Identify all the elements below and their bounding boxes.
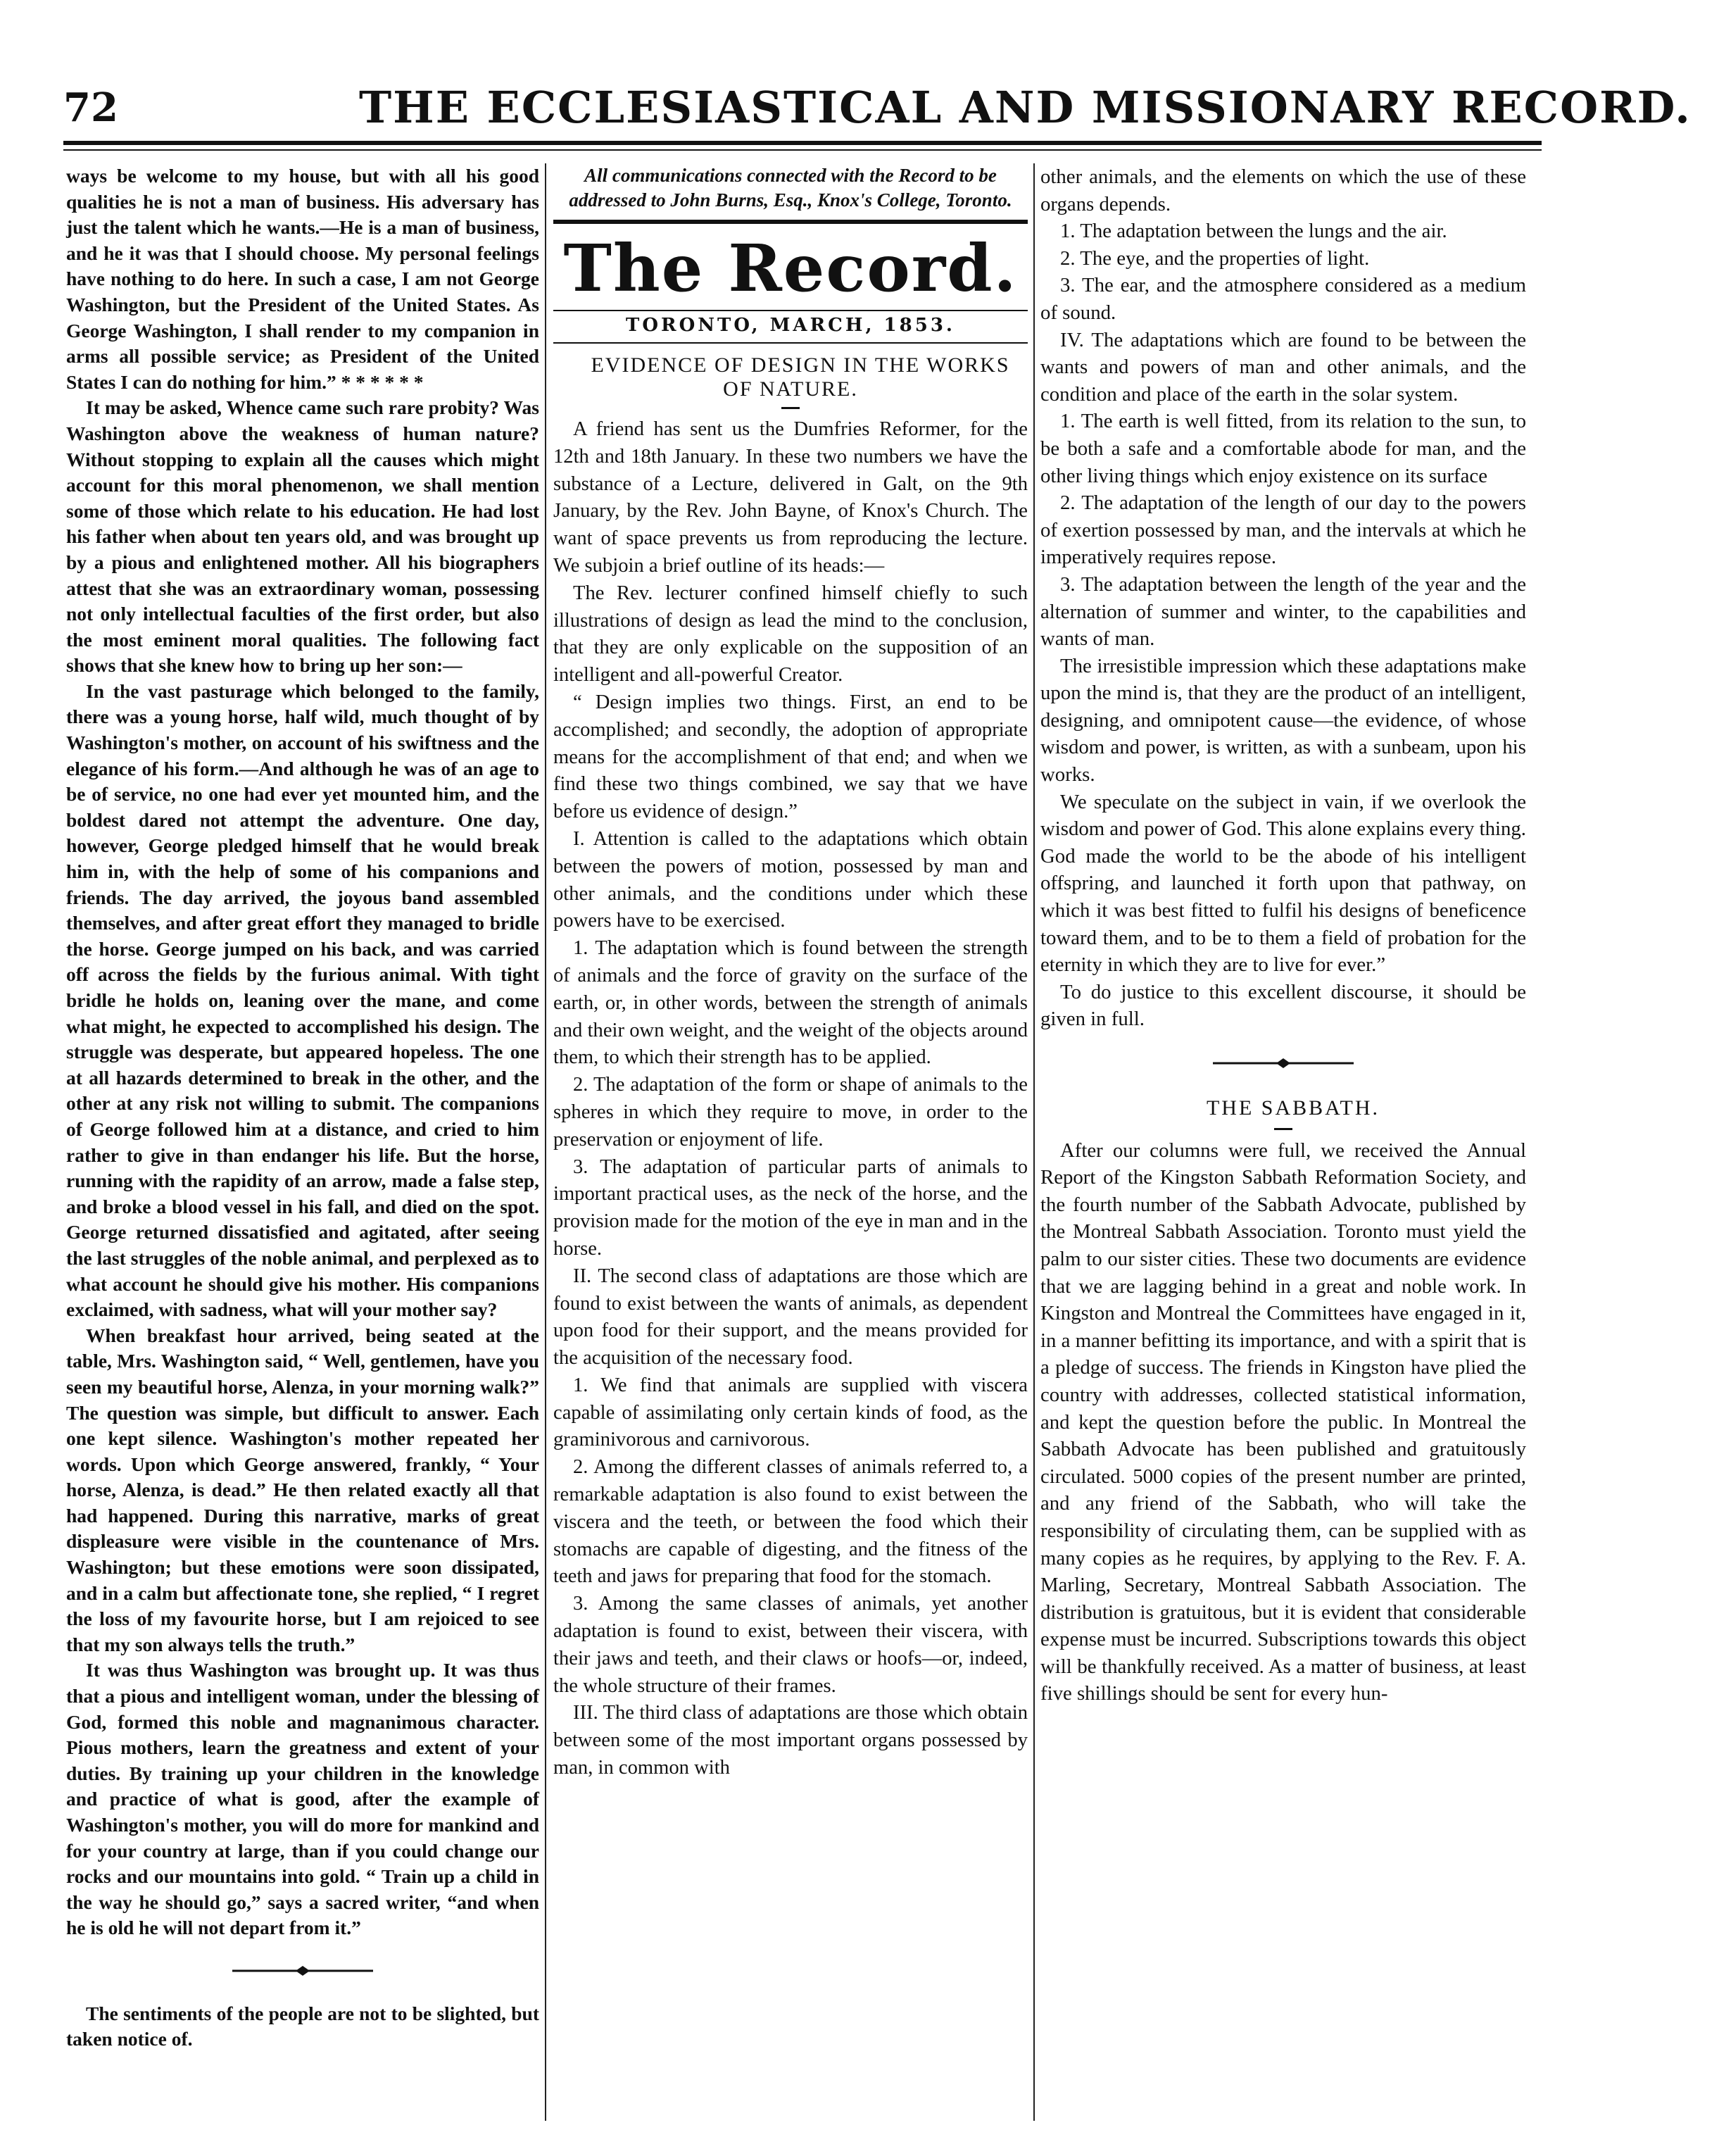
- dateline: TORONTO, MARCH, 1853.: [553, 310, 1028, 339]
- section-heading: THE SABBATH.: [1206, 1096, 1380, 1120]
- ornament-rule: [1040, 1048, 1526, 1076]
- column-2: [553, 163, 1028, 1782]
- ornament-rule: [66, 1957, 539, 1983]
- record-title: The Record.: [563, 230, 1018, 306]
- paragraph: “ Design implies two things. First, an end to be accomplished; and secondly, the adoption of appropriate means for the accomplishment of that end; and when we find these two things combined, we say that we have before us evidence of design.”: [553, 691, 1028, 823]
- paragraph: 2. Among the different classes of animals referred to, a remarkable adaptation is also found to exist between the viscera and the teeth, or between the food which their stomachs are capable of digesting, and the fitness of the teeth and jaws for preparing that food for the stomach.: [553, 1456, 1028, 1588]
- header-rule-thin: [63, 149, 1542, 151]
- paragraph: other animals, and the elements on which the use of these organs depends.: [1040, 165, 1526, 215]
- paragraph: The sentiments of the people are not to be slighted, but taken notice of.: [66, 2002, 539, 2050]
- short-rule: [781, 407, 800, 409]
- paragraph: 1. The adaptation which is found between the strength of animals and the force of gravity on the surface of the earth, or, in other words, between the strength of animals and their own weight, and the weight of the objects around them, to which their strength has to be applied.: [553, 937, 1028, 1069]
- paragraph: It was thus Washington was brought up. It was thus that a pious and intelligent woman, under the blessing of God, formed this noble and magnanimous character. Pious mothers, learn the greatness and extent of your duties. By training up your children in the knowledge and practice of what is good, after the example of Washington's mother, you will do more for mankind and for your country at large, than if you could change our rocks and our mountains into gold. “ Train up a child in the way he should go,” says a sacred writer, “and when he is old he will not depart from it.”: [66, 1659, 539, 1939]
- column-divider: [1033, 163, 1035, 2121]
- header-rule: [63, 141, 1542, 145]
- paragraph: 3. The adaptation of particular parts of animals to important practical uses, as the neck of the horse, and the provision made for the motion of the eye in man and in the horse.: [553, 1155, 1028, 1260]
- paragraph: 3. The adaptation between the length of the year and the alternation of summer and winter, to the capabilities and wants of man.: [1040, 572, 1526, 651]
- column-1: [66, 163, 539, 2052]
- paragraph: ways be welcome to my house, but with all his good qualities he is not a man of business. His adversary has just the talent which he wants.—He is a man of business, and he it was that I should choose. My personal feelings have nothing to do here. In such a case, I am not George Washington, but the President of the United States. As George Washington, I shall render to my companion in arms all possible service; as President of the United States I can do nothing for him.” * * * * * *: [66, 165, 539, 393]
- paragraph: 3. The ear, and the atmosphere considered as a medium of sound.: [1040, 274, 1526, 324]
- paragraph: 1. The earth is well fitted, from its relation to the sun, to be both a safe and a comfortable abode for man, and the other living things which enjoy existence on its surface: [1040, 410, 1526, 487]
- masthead: [63, 82, 1692, 139]
- paragraph: 2. The eye, and the properties of light.: [1060, 246, 1370, 270]
- column-divider: [545, 163, 546, 2121]
- paragraph: 1. We find that animals are supplied with viscera capable of assimilating only certain kinds of food, as the graminivorous and carnivorous.: [553, 1374, 1028, 1451]
- paragraph: In the vast pasturage which belonged to the family, there was a young horse, half wild, much thought of by Washington's mother, on account of his swiftness and the elegance of his form.—And although he was of an age to be of service, no one had ever yet mounted him, and the boldest dared not attempt the adventure. One day, however, George pledged himself that he would break him in, with the help of some of his companions and friends. The day arrived, the joyous band assembled themselves, and after great effort they managed to bridle the horse. George jumped on his back, and was carried off across the fields by the furious animal. With tight bridle he holds on, leaning over the mane, and come what might, he expected to accomplished his design. The struggle was desperate, but appeared hopeless. The one at all hazards determined to break in the other, and the other at any risk not willing to submit. The companions of George followed him at a distance, and cried to him rather to give in than endanger his life. But the horse, running with the rapidity of an arrow, made a false step, and broke a blood vessel in his fall, and died on the spot. George returned dissatisfied and agitated, after seeing the last struggles of the noble animal, and perplexed as to what account he should give his mother. His companions exclaimed, with sadness, what will your mother say?: [66, 679, 539, 1321]
- paragraph: I. Attention is called to the adaptations which obtain between the powers of motion, possessed by man and other animals, and the conditions under which these powers have to be exercised.: [553, 827, 1028, 932]
- article-heading: EVIDENCE OF DESIGN IN THE WORKS OF NATURE.: [591, 353, 1010, 401]
- paragraph: The Rev. lecturer confined himself chiefly to such illustrations of design as lead the mind to the conclusion, that they are only explicable on the supposition of an intelligent and all-powerful Creator.: [553, 582, 1028, 687]
- page-number: 72: [63, 84, 118, 131]
- paragraph: 2. The adaptation of the form or shape of animals to the spheres in which they require to move, in order to the preservation or enjoyment of life.: [553, 1074, 1028, 1151]
- correspondence-notice: All communications connected with the Record to be addressed to John Burns, Esq., Knox's College, Toronto.: [569, 165, 1012, 211]
- paragraph: 2. The adaptation of the length of our day to the powers of exertion possessed by man, and the intervals at which he imperatively requires repose.: [1040, 491, 1526, 569]
- paragraph: III. The third class of adaptations are those which obtain between some of the most important organs possessed by man, in common with: [553, 1702, 1028, 1779]
- paragraph: It may be asked, Whence came such rare probity? Was Washington above the weakness of human nature? Without stopping to explain all the causes which might account for this moral phenomenon, we shall mention some of those which relate to his education. He had lost his father when about ten years old, and was brought up by a pious and enlightened mother. All his biographers attest that she was an extraordinary woman, possessing not only intellectual faculties of the first order, but also the most eminent moral qualities. The following fact shows that she knew how to bring up her son:—: [66, 396, 539, 677]
- running-title: THE ECCLESIASTICAL AND MISSIONARY RECORD.: [359, 82, 1692, 133]
- short-rule: [1274, 1128, 1292, 1130]
- paragraph: A friend has sent us the Dumfries Reformer, for the 12th and 18th January. In these two numbers we have the substance of a Lecture, delivered in Galt, on the 9th January, by the Rev. John Bayne, of Knox's Church. The want of space prevents us from reproducing the lecture. We subjoin a brief outline of its heads:—: [553, 418, 1028, 577]
- column-3: [1040, 163, 1526, 1707]
- paragraph: The irresistible impression which these adaptations make upon the mind is, that they are the product of an intelligent, designing, and omnipotent cause—the evidence, of whose wisdom and power, is written, as with a sunbeam, upon his works.: [1040, 654, 1526, 786]
- paragraph: After our columns were full, we received the Annual Report of the Kingston Sabbath Reformation Society, and the fourth number of the Sabbath Advocate, published by the Montreal Sabbath Association. Toronto must yield the palm to our sister cities. These two documents are evidence that we are lagging behind in a great and noble work. In Kingston and Montreal the Committees have engaged in it, in a manner befitting its importance, and with a spirit that is a pledge of success. The friends in Kingston have plied the country with addresses, collected statistical information, and kept the question before the public. In Montreal the Sabbath Advocate has been published and gratuitously circulated. 5000 copies of the present number are printed, and any friend of the Sabbath, who will take the responsibility of circulating them, can be supplied with as many copies as he requires, by applying to the Rev. F. A. Marling, Secretary, Montreal Sabbath Association. The distribution is gratuitous, but it is evident that considerable expense must be incurred. Subscriptions towards this object will be thankfully received. As a matter of business, at least five shillings should be sent for every hun-: [1040, 1139, 1526, 1705]
- paragraph: IV. The adaptations which are found to be between the wants and powers of man and other animals, and the condition and place of the earth in the solar system.: [1040, 328, 1526, 406]
- paragraph: 1. The adaptation between the lungs and the air.: [1060, 220, 1447, 243]
- paragraph: 3. Among the same classes of animals, yet another adaptation is found to exist, between their viscera, with their jaws and teeth, and their claws or hoofs—or, indeed, the whole structure of their frames.: [553, 1593, 1028, 1697]
- paragraph: II. The second class of adaptations are those which are found to exist between the wants of animals, as dependent upon food for their support, and the means provided for the acquisition of the necessary food.: [553, 1265, 1028, 1370]
- paragraph: To do justice to this excellent discourse, it should be given in full.: [1040, 980, 1526, 1031]
- paragraph: We speculate on the subject in vain, if we overlook the wisdom and power of God. This alone explains every thing. God made the world to be the abode of his intelligent offspring, and launched it forth upon that pathway, on which it was best fitted to fulfil his designs of beneficence toward them, and to be to them a field of probation for the eternity in which they are to live for ever.”: [1040, 790, 1526, 977]
- record-nameplate: [553, 220, 1028, 344]
- paragraph: When breakfast hour arrived, being seated at the table, Mrs. Washington said, “ Well, gentlemen, have you seen my beautiful horse, Alenza, in your morning walk?” The question was simple, but difficult to answer. Each one kept silence. Washington's mother repeated her words. Upon which George answered, frankly, “ Your horse, Alenza, is dead.” He then related exactly all that had happened. During this narrative, marks of great displeasure were visible in the countenance of Mrs. Washington; but these emotions were soon dissipated, and in a calm but affectionate tone, she replied, “ I regret the loss of my favourite horse, but I am rejoiced to see that my son always tells the truth.”: [66, 1324, 539, 1655]
